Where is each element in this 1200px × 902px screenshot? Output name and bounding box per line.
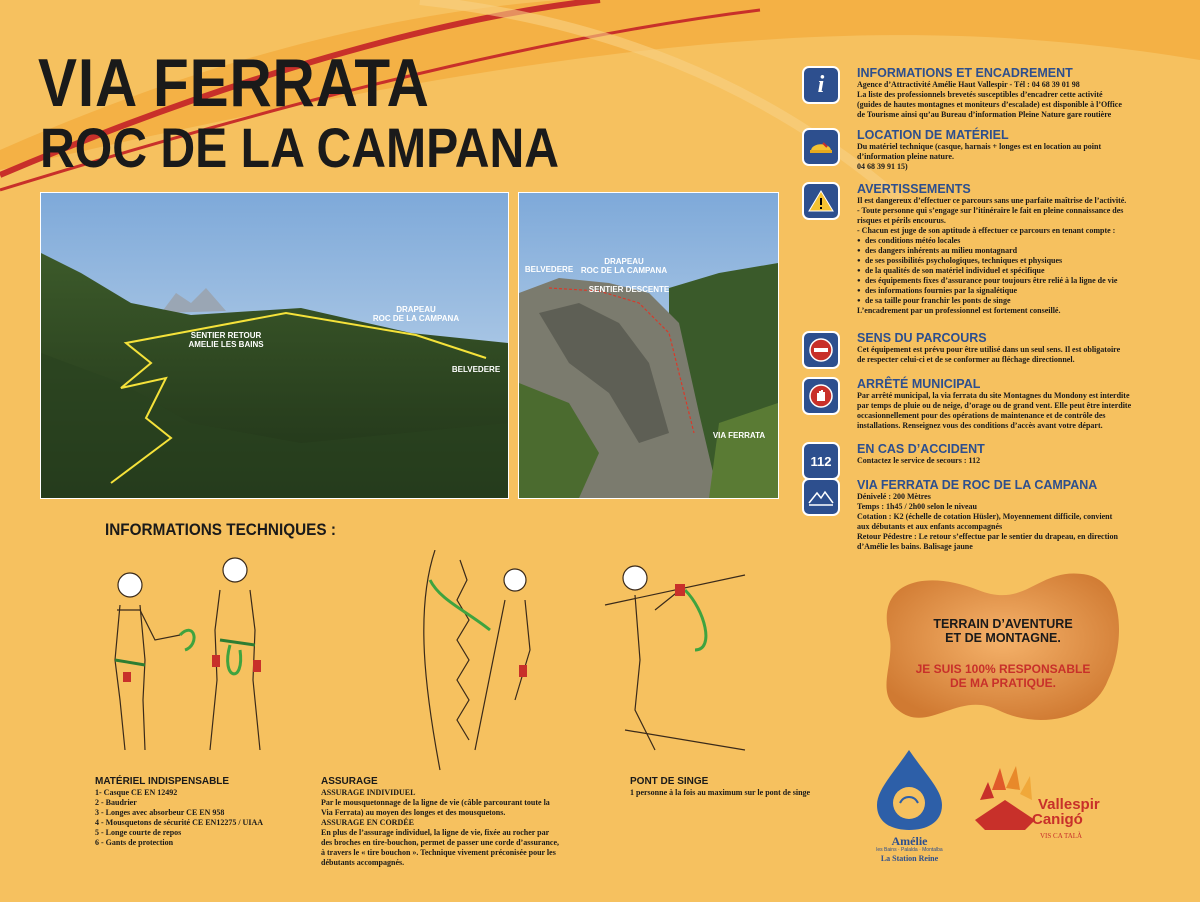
logo-amelie: Amélie les Bains · Palalda · Montalba La Station Reine [862,745,957,875]
assurage-line: débutants accompagnés. [321,858,405,867]
section-avertissements: AVERTISSEMENTS Il est dangereux d’effectuer ce parcours sans une parfaite maîtrise de l’activité. - Toute personne qui s’engage sur l’itinéraire le fait en pleine connaissance des risques et périls encourus. - Chacun est juge de son aptitude à effectuer ce parcours en tenant compte : ● des conditions météo locales ● des dangers inhérents au milieu montagnard ● de ses possibilités psychologiques, techniques et physiques ● de la qualités de son matériel individuel et spécifique ● des équipements fixes d’assurance pour toujours être relié à la ligne de vie ● des informations fournies par la signalétique ● de sa taille pour franchir les ponts de singe L’encadrement par un professionnel est fortement conseillé. [802,182,1162,322]
materiel-line: 3 - Longes avec absorbeur CE EN 958 [95,808,225,817]
avert-bullet-line: ● des informations fournies par la signalétique [857,286,1162,296]
climber-illustration-1 [115,558,261,750]
accident-text [857,456,1162,466]
via-line: aux débutants et aux enfants accompagnés [857,522,1003,531]
section-sens: SENS DU PARCOURS Cet équipement est prévu pour être utilisé dans un seul sens. Il est obligatoire de respecter celui-ci et de se conformer au fléchage directionnel. [802,331,1162,369]
caption-assurage: ASSURAGE ASSURAGE INDIVIDUEL Par le mousquetonnage de la ligne de vie (câble parcourant toute la Via Ferrata) au moyen des longes et des mousquetons. ASSURAGE EN CORDÉE En plus de l’assurage individuel, la ligne de vie, fixée au rocher par des broches en tire-bouchon, permet de passer une corde d’assurance, à travers le « tire bouchon ». Technique vivement préconisée pour les débutants accompagnés. [321,776,601,868]
via-text [857,492,1162,552]
assurage-line: En plus de l’assurage individuel, la ligne de vie, fixée au rocher par [321,828,550,837]
stop-hand-icon [802,377,840,415]
warning-blob [868,560,1128,736]
via-line: Cotation : K2 (échelle de cotation Hüsler), Moyennement difficile, convient [857,512,1113,521]
mountain-icon [802,478,840,516]
label-sentier-retour: SENTIER RETOUR AMELIE LES BAINS [188,331,264,349]
via-line: Temps : 1h45 / 2h00 selon le niveau [857,502,977,511]
caption-pont-singe: PONT DE SINGE 1 personne à la fois au maximum sur le pont de singe [630,776,811,797]
warning-icon [802,182,840,220]
photo-mountain-route [40,192,509,499]
label-belvedere-2: BELVEDERE [524,265,574,274]
materiel-line: 4 - Mousquetons de sécurité CE EN12275 / UIAA [95,818,263,827]
water-drop-logo-icon [862,745,957,830]
assurage-line: Via Ferrata) au moyen des longes et des mousquetons. [321,808,506,817]
avert-bullet-line: ● de la qualités de son matériel individuel et spécifique [857,266,1162,276]
assurage-line: Par le mousquetonnage de la ligne de vie (câble parcourant toute la [321,798,550,807]
section-location: LOCATION DE MATÉRIEL Du matériel technique (casque, harnais + longes est en location au point d’information pleine nature. 04 68 39 91 15) [802,128,1162,178]
page-subtitle: ROC DE LA CAMPANA [40,116,560,179]
label-via-ferrata: VIA FERRATA [712,431,766,440]
photo-rock-face [518,192,779,499]
paw-logo-icon [970,760,1040,830]
via-line: d’Amélie les bains. Balisage jaune [857,542,973,551]
section-informations: i INFORMATIONS ET ENCADREMENT Agence d’Attractivité Amélie Haut Vallespir - Tél : 04 68 39 01 98 La liste des professionnels brevetés susceptibles d’encadrer cette activité (guides de hautes montagnes et moniteurs d’escalade) est disponible à l’Office de Tourisme ainsi qu’au Bureau d’information Pleine Nature gare routière [802,66,1162,118]
climber-illustration-2 [424,550,530,770]
no-entry-icon [802,331,840,369]
arrete-line: installations. Renseignez vous des conditions d’accès avant votre départ. [857,421,1103,430]
accident-line: Contactez le service de secours : 112 [857,456,981,465]
avert-line: risques et périls encourus. [857,216,946,225]
via-line: Retour Pédestre : Le retour s’effectue par le sentier du drapeau, en direction [857,532,1118,541]
label-drapeau: DRAPEAU ROC DE LA CAMPANA [372,305,460,323]
avert-line: - Chacun est juge de son aptitude à effectuer ce parcours en tenant compte : [857,226,1116,235]
arrete-text [857,391,1162,431]
location-text [857,142,1162,172]
helmet-icon [802,128,840,166]
page-title: VIA FERRATA [38,45,430,121]
location-line: Du matériel technique (casque, harnais + longes est en location au point [857,142,1102,151]
avert-bullet-line: ● de sa taille pour franchir les ponts de singe [857,296,1162,306]
sens-line: de respecter celui-ci et de se conformer au fléchage directionnel. [857,355,1075,364]
assurage-line: des broches en tire-bouchon, permet de passer une corde d’assurance, [321,838,559,847]
avert-bullet-line: ● des conditions météo locales [857,236,1162,246]
avert-bullets [857,236,1162,306]
sens-text [857,345,1162,365]
materiel-line: 2 - Baudrier [95,798,137,807]
info-line: La liste des professionnels brevetés susceptibles d’encadrer cette activité [857,90,1103,99]
emergency-112-icon: 112 [802,442,840,480]
caption-materiel: MATÉRIEL INDISPENSABLE 1- Casque CE EN 12492 2 - Baudrier 3 - Longes avec absorbeur CE EN 958 4 - Mousquetons de sécurité CE EN12275 / UIAA 5 - Longe courte de repos 6 - Gants de protection [95,776,305,848]
sens-line: Cet équipement est prévu pour être utilisé dans un seul sens. Il est obligatoire [857,345,1121,354]
avert-line: - Toute personne qui s’engage sur l’itinéraire le fait en pleine connaissance des [857,206,1124,215]
section-via-ferrata: VIA FERRATA DE ROC DE LA CAMPANA Dénivelé : 200 Mètres Temps : 1h45 / 2h00 selon le niveau Cotation : K2 (échelle de cotation Hüsler), Moyennement difficile, convient aux débutants et aux enfants accompagnés Retour Pédestre : Le retour s’effectue par le sentier du drapeau, en direction d’Amélie les bains. Balisage jaune [802,478,1162,552]
info-line: de Tourisme ainsi qu’au Bureau d’information Pleine Nature gare routière [857,110,1112,119]
label-drapeau-2: DRAPEAU ROC DE LA CAMPANA [580,257,668,275]
info-line: Agence d’Attractivité Amélie Haut Vallespir - Tél : 04 68 39 01 98 [857,80,1080,89]
arrete-line: par temps de pluie ou de neige, d’orage ou de grand vent. Elle peut être interdite [857,401,1132,410]
materiel-line: 1- Casque CE EN 12492 [95,788,178,797]
arrete-line: Par arrêté municipal, la via ferrata du site Montagnes du Mondony est interdite [857,391,1130,400]
avert-text [857,196,1162,236]
label-sentier-descente: SENTIER DESCENTE [588,285,670,294]
materiel-line: 5 - Longe courte de repos [95,828,182,837]
via-line: Dénivelé : 200 Mètres [857,492,931,501]
avert-bullet-line: ● des dangers inhérents au milieu montagnard [857,246,1162,256]
technical-illustrations [95,550,795,775]
blob-text-1: TERRAIN D’AVENTURE ET DE MONTAGNE. [933,617,1073,645]
tech-title: INFORMATIONS TECHNIQUES : [105,520,336,539]
blob-text-2: JE SUIS 100% RESPONSABLE DE MA PRATIQUE. [915,662,1091,690]
materiel-line: 6 - Gants de protection [95,838,174,847]
avert-line: Il est dangereux d’effectuer ce parcours sans une parfaite maîtrise de l’activité. [857,196,1127,205]
location-line: d’information pleine nature. [857,152,954,161]
info-line: (guides de hautes montagnes et moniteurs d’escalade) est disponible à l’Office [857,100,1122,109]
info-icon: i [802,66,840,104]
avert-bullet-line: ● de ses possibilités psychologiques, techniques et physiques [857,256,1162,266]
arrete-line: occasionnellement pour des opérations de maintenance et de contrôle des [857,411,1106,420]
avert-bullet-line: ● des équipements fixes d’assurance pour toujours être relié à la ligne de vie [857,276,1162,286]
location-line: 04 68 39 91 15) [857,162,908,171]
section-arrete: ARRÊTÉ MUNICIPAL Par arrêté municipal, la via ferrata du site Montagnes du Mondony est interdite par temps de pluie ou de neige, d’orage ou de grand vent. Elle peut être interdite occasionnellement pour des opérations de maintenance et de contrôle des installations. Renseignez vous des conditions d’accès avant votre départ. [802,377,1162,433]
avert-footer: L’encadrement par un professionnel est fortement conseillé. [857,306,1061,315]
label-belvedere: BELVEDERE [451,365,501,374]
section-accident: 112 EN CAS D’ACCIDENT Contactez le service de secours : 112 [802,442,1162,472]
assurage-line: à travers le « tire bouchon ». Technique vivement préconisée pour les [321,848,556,857]
climber-illustration-3 [605,566,745,750]
logo-vallespir: Vallespir Canigó VIS CA TALÀ [970,755,1120,855]
info-text [857,80,1162,120]
